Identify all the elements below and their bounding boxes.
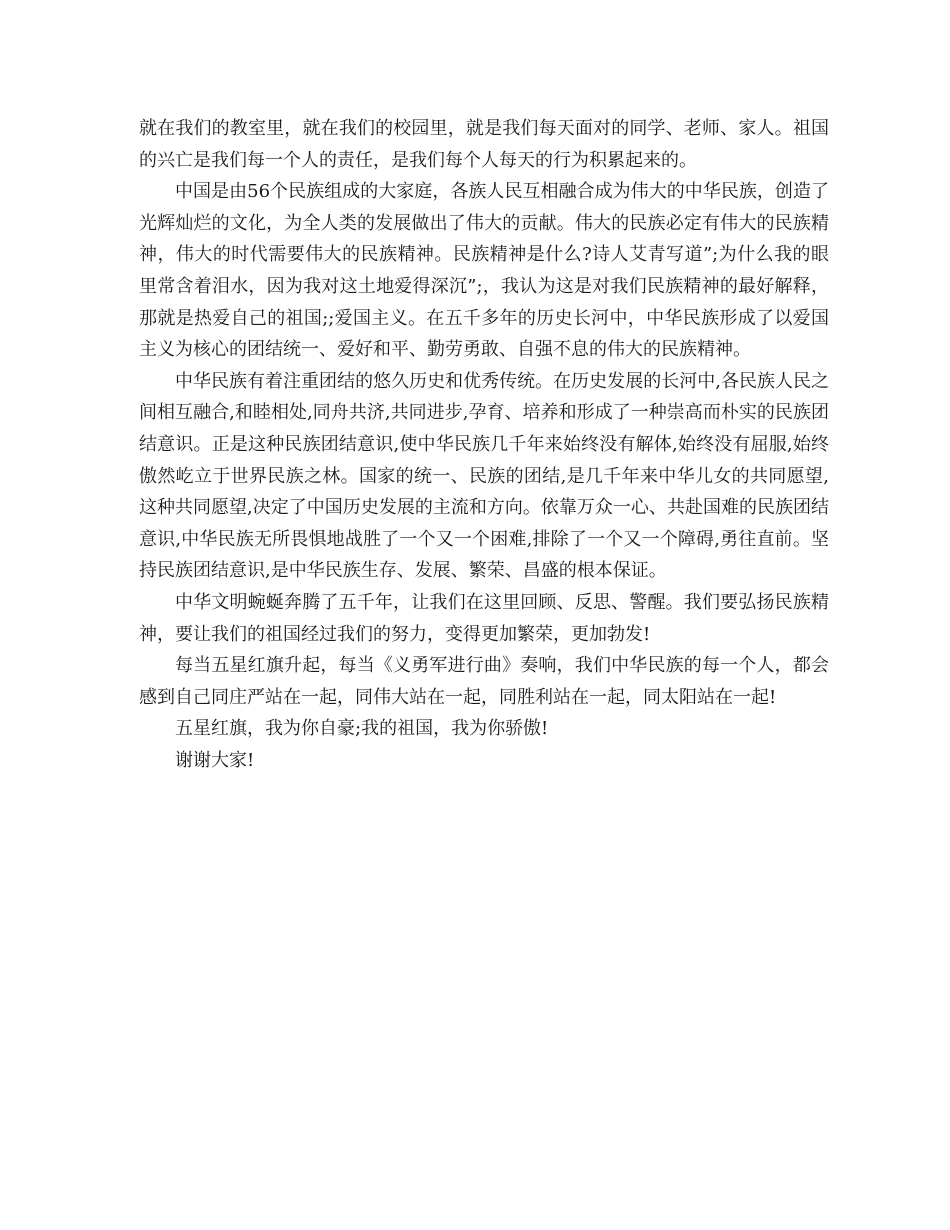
paragraph-2: 中国是由56个民族组成的大家庭，各族人民互相融合成为伟大的中华民族，创造了光辉灿烂的文化，为全人类的发展做出了伟大的贡献。伟大的民族必定有伟大的民族精神，伟大的时代需要伟大的民族精神。民族精神是什么?诗人艾青写道”;为什么我的眼里常含着泪水，因为我对这土地爱得深沉”;，我认为这是对我们民族精神的最好解释，那就是热爱自己的祖国;;爱国主义。在五千多年的历史长河中，中华民族形成了以爱国主义为核心的团结统一、爱好和平、勤劳勇敢、自强不息的伟大的民族精神。	[139, 181, 829, 361]
paragraph-4: 中华文明蜿蜒奔腾了五千年，让我们在这里回顾、反思、警醒。我们要弘扬民族精神，要让我们的祖国经过我们的努力，变得更加繁荣，更加勃发!	[139, 591, 829, 645]
paragraph-7: 谢谢大家!	[175, 749, 255, 771]
paragraph-5: 每当五星红旗升起，每当《义勇军进行曲》奏响，我们中华民族的每一个人，都会感到自己同庄严站在一起，同伟大站在一起，同胜利站在一起，同太阳站在一起!	[139, 655, 829, 708]
paragraph-1: 就在我们的教室里，就在我们的校园里，就是我们每天面对的同学、老师、家人。祖国的兴亡是我们每一个人的责任，是我们每个人每天的行为积累起来的。	[139, 118, 829, 171]
paragraph-6: 五星红旗，我为你自豪;我的祖国，我为你骄傲!	[175, 718, 549, 740]
document-body	[139, 113, 829, 776]
paragraph-3: 中华民族有着注重团结的悠久历史和优秀传统。在历史发展的长河中,各民族人民之间相互融合,和睦相处,同舟共济,共同进步,孕育、培养和形成了一种崇高而朴实的民族团结意识。正是这种民族团结意识,使中华民族几千年来始终没有解体,始终没有屈服,始终傲然屹立于世界民族之林。国家的统一、民族的团结,是几千年来中华儿女的共同愿望,这种共同愿望,决定了中国历史发展的主流和方向。依靠万众一心、共赴国难的民族团结意识,中华民族无所畏惧地战胜了一个又一个困难,排除了一个又一个障碍,勇往直前。坚持民族团结意识,是中华民族生存、发展、繁荣、昌盛的根本保证。	[139, 370, 829, 582]
